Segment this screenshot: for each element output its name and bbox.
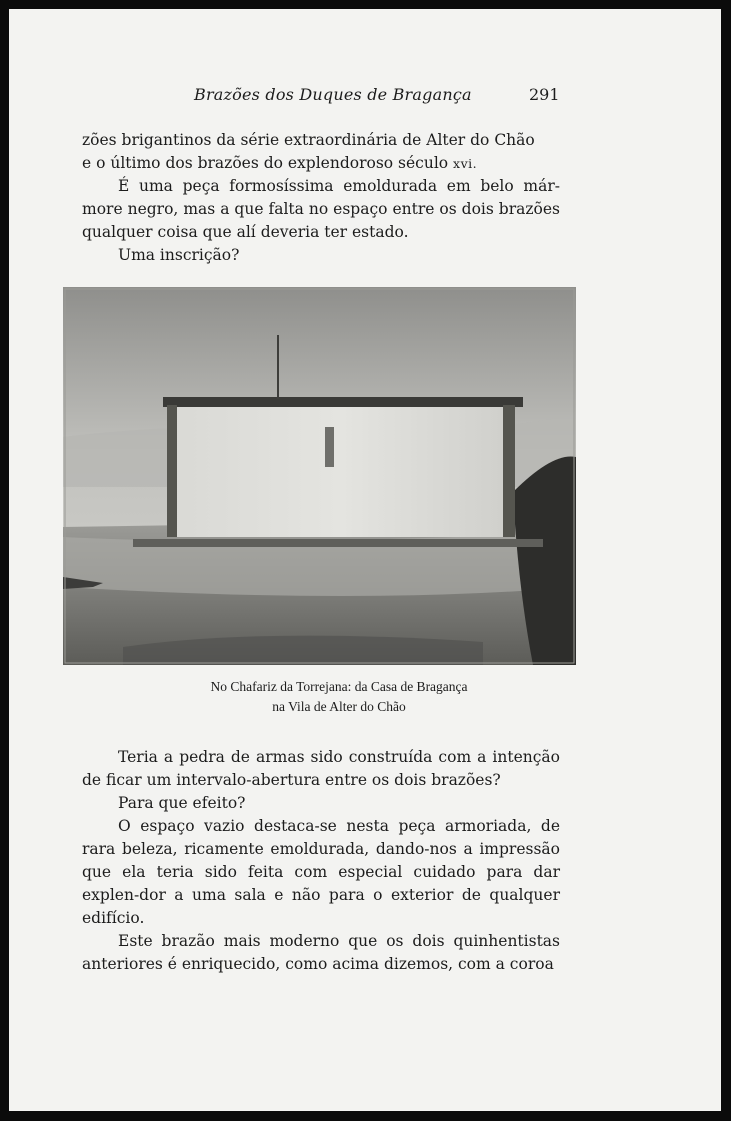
page-number: 291 xyxy=(529,85,560,104)
paragraph: Este brazão mais moderno que os dois quinhentistas anteriores é enriquecido, como acima dizemos, com a coroa xyxy=(82,932,560,973)
paragraph: O espaço vazio destaca-se nesta peça armoriada, de rara beleza, ricamente emoldurada, dando-nos a impressão que ela teria sido feita com especial cuidado para dar explen-dor a uma sala e não para o exterior de qualquer edifício. xyxy=(82,817,560,927)
right-pilaster xyxy=(503,405,515,537)
caption-line: na Vila de Alter do Chão xyxy=(272,699,406,714)
left-pilaster xyxy=(167,405,177,537)
book-page xyxy=(9,9,721,1111)
top-text-block xyxy=(82,129,560,267)
fountain-photo-illustration xyxy=(63,287,576,665)
basin-rim xyxy=(133,539,543,547)
paragraph-line: e o último dos brazões do explendoroso século xyxy=(82,154,454,172)
page-header xyxy=(9,85,721,107)
century-numeral: xvi. xyxy=(453,156,478,171)
fountain-photograph xyxy=(63,287,576,665)
wall-cornice xyxy=(163,397,523,407)
paragraph: Uma inscrição? xyxy=(118,246,240,264)
running-title: Brazões dos Duques de Bragança xyxy=(194,85,472,104)
paragraph: Teria a pedra de armas sido construída com a intenção de ficar um intervalo-abertura entre os dois brazões? xyxy=(82,748,560,789)
fountain-wall xyxy=(171,405,511,537)
paragraph-line: zões brigantinos da série extraordinária de Alter do Chão xyxy=(82,131,535,149)
bottom-text-block xyxy=(82,746,560,976)
paragraph: Para que efeito? xyxy=(118,794,246,812)
caption-line: No Chafariz da Torrejana: da Casa de Bragança xyxy=(210,679,468,694)
figure-caption xyxy=(89,677,589,717)
paragraph: É uma peça formosíssima emoldurada em belo már-more negro, mas a que falta no espaço entre os dois brazões qualquer coisa que alí deveria ter estado. xyxy=(82,177,560,241)
paragraph-continued xyxy=(82,129,560,175)
coat-of-arms-niche xyxy=(325,427,334,467)
